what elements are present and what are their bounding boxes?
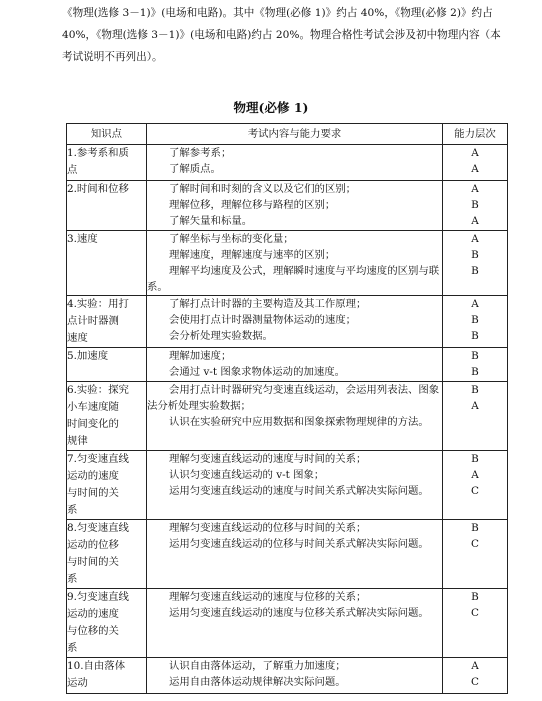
topic-line: 与时间的关: [67, 487, 119, 499]
topic-line: 6.实验：探究: [67, 384, 129, 396]
topic-line: 点计时器测: [67, 315, 119, 327]
topic-line: 与时间的关: [67, 556, 119, 568]
level-value: A: [471, 298, 479, 310]
requirement-item: 理解平均速度及公式，理解瞬时速度与平均速度的区别与联系。: [147, 265, 440, 293]
table-row: [67, 145, 508, 181]
level-value: A: [471, 147, 479, 159]
requirements-cell: [147, 296, 443, 348]
topic-cell: [67, 145, 147, 181]
requirement-item: 了解坐标与坐标的变化量；: [169, 233, 294, 245]
requirement-item: 会通过 v-t 图象求物体运动的加速度。: [169, 366, 346, 378]
requirement-item: 运用自由落体运动规律解决实际问题。: [169, 676, 346, 688]
requirement-item: 运用匀变速直线运动的速度与位移关系式解决实际问题。: [169, 607, 429, 619]
level-cell: [443, 658, 508, 694]
level-value: B: [471, 314, 479, 326]
table-row: [67, 589, 508, 658]
level-value: C: [471, 676, 479, 688]
requirements-table: [66, 123, 508, 694]
level-cell: [443, 382, 508, 451]
topic-cell: [67, 589, 147, 658]
level-value: A: [471, 233, 479, 245]
level-value: C: [471, 538, 479, 550]
intro-line: 考试说明不再列出）。: [62, 51, 163, 63]
topic-line: 1.参考系和质: [67, 147, 129, 159]
requirement-item: 理解匀变速直线运动的速度与位移的关系；: [169, 591, 367, 603]
level-value: B: [471, 453, 479, 465]
requirements-cell: [147, 658, 443, 694]
level-cell: [443, 520, 508, 589]
level-cell: [443, 451, 508, 520]
level-value: A: [471, 163, 479, 175]
requirement-item: 了解打点计时器的主要构造及其工作原理；: [169, 298, 367, 310]
topic-line: 小车速度随: [67, 401, 119, 413]
header-level: 能力层次: [443, 124, 508, 145]
topic-line: 4.实验：用打: [67, 298, 129, 310]
requirement-item: 认识在实验研究中应用数据和图象探索物理规律的方法。: [169, 416, 429, 428]
level-value: B: [471, 199, 479, 211]
requirement-item: 认识自由落体运动，了解重力加速度；: [169, 660, 346, 672]
table-row: [67, 520, 508, 589]
requirement-item: 会使用打点计时器测量物体运动的速度；: [169, 314, 357, 326]
requirement-item: 运用匀变速直线运动的位移与时间关系式解决实际问题。: [169, 538, 429, 550]
level-cell: [443, 589, 508, 658]
level-value: B: [471, 350, 479, 362]
level-cell: [443, 348, 508, 382]
header-requirements: 考试内容与能力要求: [147, 124, 443, 145]
topic-line: 7.匀变速直线: [67, 453, 129, 465]
level-value: B: [471, 265, 479, 277]
requirement-item: 理解速度，理解速度与速率的区别；: [169, 249, 336, 261]
topic-cell: [67, 451, 147, 520]
table-header-row: [67, 124, 508, 145]
requirement-item: 会分析处理实验数据。: [169, 330, 273, 342]
table-body: [67, 145, 508, 694]
intro-line: 《物理(选修 3－1)》(电场和电路)。其中《物理(必修 1)》约占 40%，《物理(必修 2)》约占: [62, 7, 493, 19]
level-value: B: [471, 366, 479, 378]
intro-paragraph: [62, 2, 512, 68]
section-title: 物理(必修 1): [233, 100, 309, 115]
requirement-item: 理解加速度；: [169, 350, 232, 362]
table-row: [67, 296, 508, 348]
topic-line: 系: [67, 573, 78, 585]
level-cell: [443, 181, 508, 231]
table-row: [67, 382, 508, 451]
header-topic: 知识点: [67, 124, 147, 145]
table-row: [67, 231, 508, 296]
level-value: A: [471, 183, 479, 195]
requirement-item: 了解时间和时刻的含义以及它们的区别；: [169, 183, 357, 195]
topic-line: 3.速度: [67, 233, 98, 245]
requirement-item: 了解质点。: [169, 163, 221, 175]
topic-line: 规律: [67, 435, 88, 447]
topic-cell: [67, 296, 147, 348]
topic-line: 系: [67, 642, 78, 654]
topic-line: 运动: [67, 677, 88, 689]
topic-cell: [67, 181, 147, 231]
level-cell: [443, 296, 508, 348]
level-value: B: [471, 249, 479, 261]
table-row: [67, 658, 508, 694]
requirement-item: 理解匀变速直线运动的速度与时间的关系；: [169, 453, 367, 465]
topic-line: 系: [67, 504, 78, 516]
topic-line: 速度: [67, 332, 88, 344]
requirement-item: 理解位移，理解位移与路程的区别；: [169, 199, 336, 211]
requirements-cell: [147, 181, 443, 231]
level-value: A: [471, 660, 479, 672]
level-value: C: [471, 485, 479, 497]
table-row: [67, 348, 508, 382]
requirements-cell: [147, 382, 443, 451]
requirements-cell: [147, 589, 443, 658]
requirements-cell: [147, 145, 443, 181]
topic-line: 与位移的关: [67, 625, 119, 637]
topic-line: 2.时间和位移: [67, 183, 129, 195]
level-value: A: [471, 469, 479, 481]
requirements-cell: [147, 231, 443, 296]
requirement-item: 了解矢量和标量。: [169, 215, 253, 227]
requirement-item: 认识匀变速直线运动的 v-t 图象；: [169, 469, 325, 481]
level-value: A: [471, 215, 479, 227]
table-row: [67, 181, 508, 231]
topic-line: 8.匀变速直线: [67, 522, 129, 534]
topic-line: 5.加速度: [67, 350, 109, 362]
topic-cell: [67, 231, 147, 296]
topic-line: 10.自由落体: [67, 660, 126, 672]
topic-line: 运动的速度: [67, 470, 119, 482]
level-value: C: [471, 607, 479, 619]
level-value: B: [471, 330, 479, 342]
topic-cell: [67, 658, 147, 694]
requirement-item: 运用匀变速直线运动的速度与时间关系式解决实际问题。: [169, 485, 429, 497]
level-value: B: [471, 522, 479, 534]
level-value: B: [471, 591, 479, 603]
requirement-item: 了解参考系；: [169, 147, 232, 159]
level-cell: [443, 145, 508, 181]
level-value: A: [471, 400, 479, 412]
topic-line: 运动的速度: [67, 608, 119, 620]
requirement-item: 会用打点计时器研究匀变速直线运动，会运用列表法、图象法分析处理实验数据；: [147, 384, 440, 412]
requirement-item: 理解匀变速直线运动的位移与时间的关系；: [169, 522, 367, 534]
intro-line: 40%，《物理(选修 3－1)》(电场和电路)约占 20%。物理合格性考试会涉及初中物理内容（本: [62, 29, 501, 41]
level-cell: [443, 231, 508, 296]
topic-cell: [67, 520, 147, 589]
requirements-cell: [147, 520, 443, 589]
requirements-cell: [147, 451, 443, 520]
topic-line: 运动的位移: [67, 539, 119, 551]
topic-line: 9.匀变速直线: [67, 591, 129, 603]
level-value: B: [471, 384, 479, 396]
topic-cell: [67, 382, 147, 451]
table-row: [67, 451, 508, 520]
topic-line: 点: [67, 164, 78, 176]
topic-line: 时间变化的: [67, 418, 119, 430]
topic-cell: [67, 348, 147, 382]
requirements-cell: [147, 348, 443, 382]
